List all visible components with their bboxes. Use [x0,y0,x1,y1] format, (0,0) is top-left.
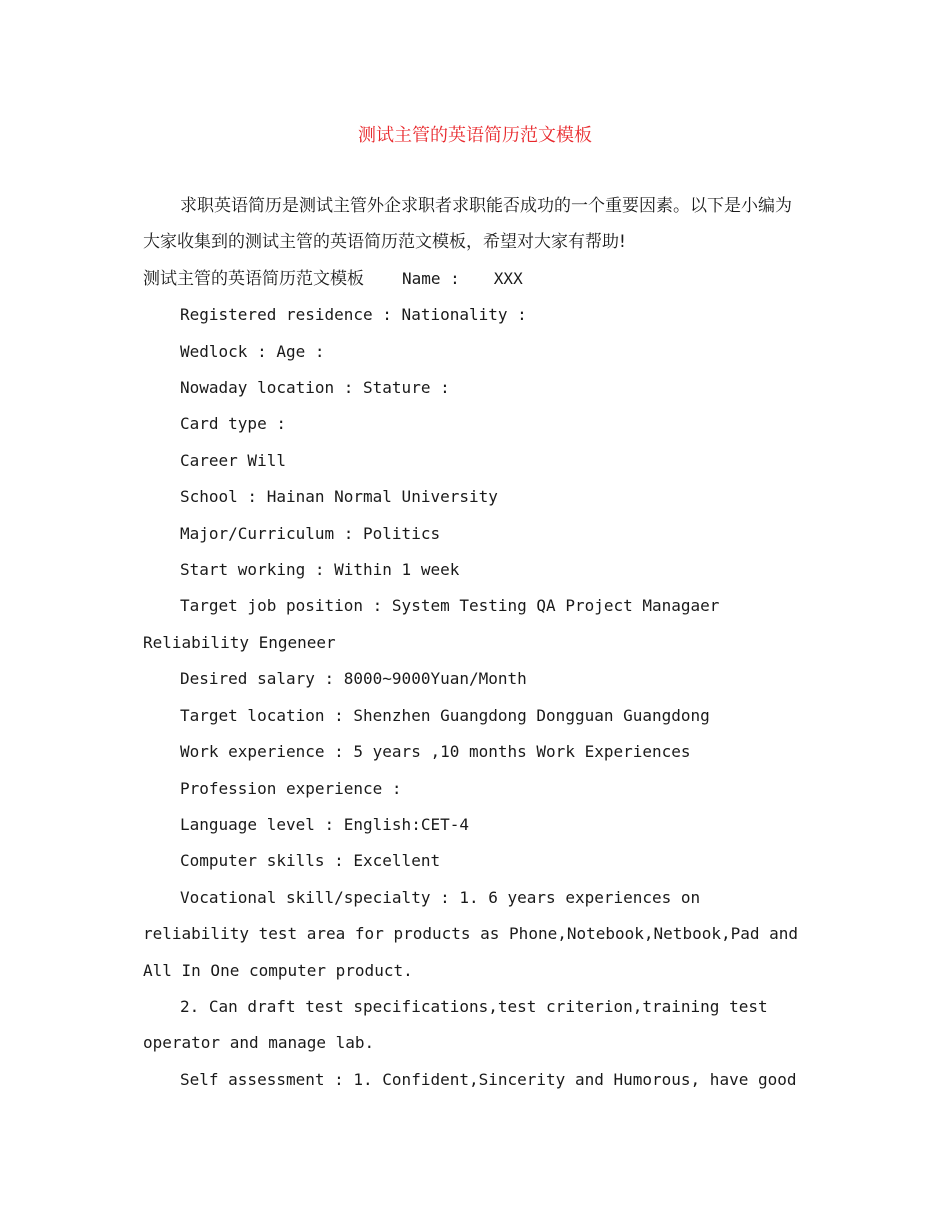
field-target-location: Target location : Shenzhen Guangdong Dongguan Guangdong [180,705,710,725]
field-target-job-position: Target job position : System Testing QA Project Managaer Reliability Engeneer [143,596,730,652]
field-card-type: Card type : [180,414,286,434]
field-major: Major/Curriculum : Politics [180,523,441,543]
field-language-level: Language level : English:CET-4 [180,814,469,834]
heading-label: 测试主管的英语简历范文模板 [143,268,364,289]
field-start-working: Start working : Within 1 week [180,560,460,580]
name-label: Name : [402,268,460,288]
field-school: School : Hainan Normal University [180,487,498,507]
field-nowaday-location: Nowaday location : Stature : [180,378,450,398]
heading-line [143,261,803,297]
document-title: 测试主管的英语简历范文模板 [358,125,592,146]
intro-paragraph: 求职英语简历是测试主管外企求职者求职能否成功的一个重要因素。以下是小编为大家收集到的测试主管的英语简历范文模板，希望对大家有帮助! [143,196,792,253]
field-computer-skills: Computer skills : Excellent [180,851,441,871]
name-value: XXX [493,268,523,288]
field-wedlock: Wedlock : Age : [180,341,325,361]
field-registered-residence: Registered residence : Nationality : [180,305,527,325]
field-work-experience: Work experience : 5 years ,10 months Work Experiences [180,742,691,762]
field-self-assessment: Self assessment : 1. Confident,Sincerity and Humorous, have good [180,1069,797,1089]
field-skill-item-2: 2. Can draft test specifications,test criterion,training test operator and manage lab. [143,996,778,1053]
field-vocational-skill: Vocational skill/specialty : 1. 6 years experiences on reliability test area for products as Phone,Notebook,Netbook,Pad and All In One computer product. [143,887,808,980]
field-profession-experience: Profession experience : [180,778,402,798]
document-body [143,188,808,1098]
field-desired-salary: Desired salary : 8000~9000Yuan/Month [180,669,527,689]
field-career-will: Career Will [180,450,286,470]
